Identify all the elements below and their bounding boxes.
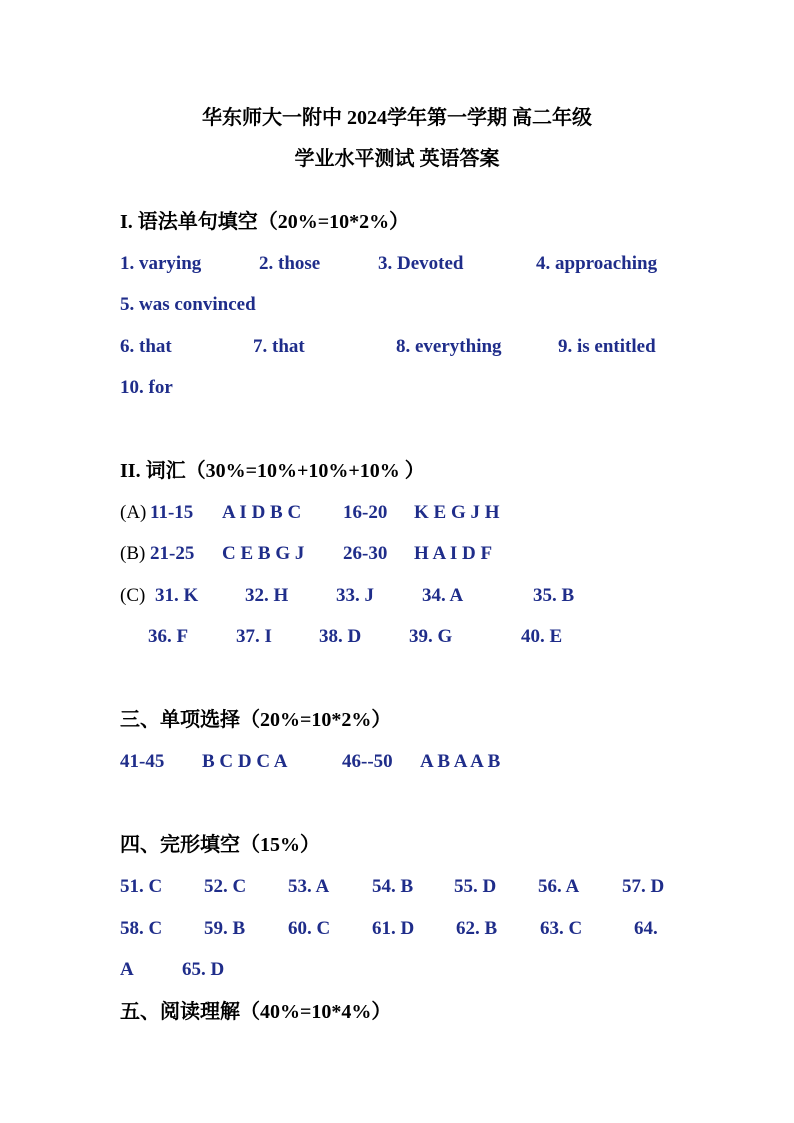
part-a-range-1: 11-15 bbox=[150, 502, 194, 523]
part-a-range-2: 16-20 bbox=[343, 502, 388, 523]
section-5-heading: 五、阅读理解（40%=10*4%） bbox=[120, 1001, 392, 1023]
answer-1: 1. varying bbox=[120, 253, 202, 274]
answer-34: 34. A bbox=[422, 585, 464, 606]
answer-40: 40. E bbox=[521, 626, 563, 647]
answer-7: 7. that bbox=[253, 336, 305, 357]
part-a-answers-1: A I D B C bbox=[222, 502, 302, 523]
section-2-heading: II. 词汇（30%=10%+10%+10% ） bbox=[120, 460, 425, 482]
section-1-heading: I. 语法单句填空（20%=10*2%） bbox=[120, 211, 410, 233]
answer-32: 32. H bbox=[245, 585, 289, 606]
part-a-answers-2: K E G J H bbox=[414, 502, 500, 523]
answer-63: 63. C bbox=[540, 918, 583, 939]
answer-51: 51. C bbox=[120, 876, 163, 897]
answer-53: 53. A bbox=[288, 876, 330, 897]
answer-58: 58. C bbox=[120, 918, 163, 939]
part-b-range-1: 21-25 bbox=[150, 543, 195, 564]
part-a-label: (A) bbox=[120, 502, 147, 523]
part-b-answers-1: C E B G J bbox=[222, 543, 305, 564]
answer-36: 36. F bbox=[148, 626, 189, 647]
answer-64-letter: A bbox=[120, 959, 134, 980]
answer-52: 52. C bbox=[204, 876, 247, 897]
answer-54: 54. B bbox=[372, 876, 414, 897]
answer-55: 55. D bbox=[454, 876, 497, 897]
section-3-heading: 三、单项选择（20%=10*2%） bbox=[120, 709, 392, 731]
answer-6: 6. that bbox=[120, 336, 172, 357]
answer-10: 10. for bbox=[120, 377, 173, 398]
part-b-label: (B) bbox=[120, 543, 146, 564]
section-3-answers-2: A B A A B bbox=[420, 751, 501, 772]
answer-4: 4. approaching bbox=[536, 253, 658, 274]
answer-38: 38. D bbox=[319, 626, 362, 647]
answer-61: 61. D bbox=[372, 918, 415, 939]
answer-64-number: 64. bbox=[634, 918, 658, 939]
part-b-answers-2: H A I D F bbox=[414, 543, 493, 564]
answer-8: 8. everything bbox=[396, 336, 502, 357]
answer-3: 3. Devoted bbox=[378, 253, 464, 274]
answer-62: 62. B bbox=[456, 918, 498, 939]
document-title-line-2: 学业水平测试 英语答案 bbox=[294, 148, 500, 170]
answer-65: 65. D bbox=[182, 959, 225, 980]
part-b-range-2: 26-30 bbox=[343, 543, 388, 564]
part-c-label: (C) bbox=[120, 585, 146, 606]
answer-59: 59. B bbox=[204, 918, 246, 939]
section-3-range-2: 46--50 bbox=[342, 751, 393, 772]
answer-37: 37. I bbox=[236, 626, 272, 647]
answer-57: 57. D bbox=[622, 876, 665, 897]
answer-33: 33. J bbox=[336, 585, 374, 606]
answer-35: 35. B bbox=[533, 585, 575, 606]
section-3-range-1: 41-45 bbox=[120, 751, 165, 772]
answer-31: 31. K bbox=[155, 585, 199, 606]
section-4-heading: 四、完形填空（15%） bbox=[120, 834, 320, 856]
answer-9: 9. is entitled bbox=[558, 336, 656, 357]
answer-5: 5. was convinced bbox=[120, 294, 256, 315]
answer-2: 2. those bbox=[259, 253, 321, 274]
answer-39: 39. G bbox=[409, 626, 453, 647]
document-title-line-1: 华东师大一附中 2024学年第一学期 高二年级 bbox=[202, 107, 592, 129]
section-3-answers-1: B C D C A bbox=[202, 751, 288, 772]
answer-60: 60. C bbox=[288, 918, 331, 939]
answer-56: 56. A bbox=[538, 876, 580, 897]
